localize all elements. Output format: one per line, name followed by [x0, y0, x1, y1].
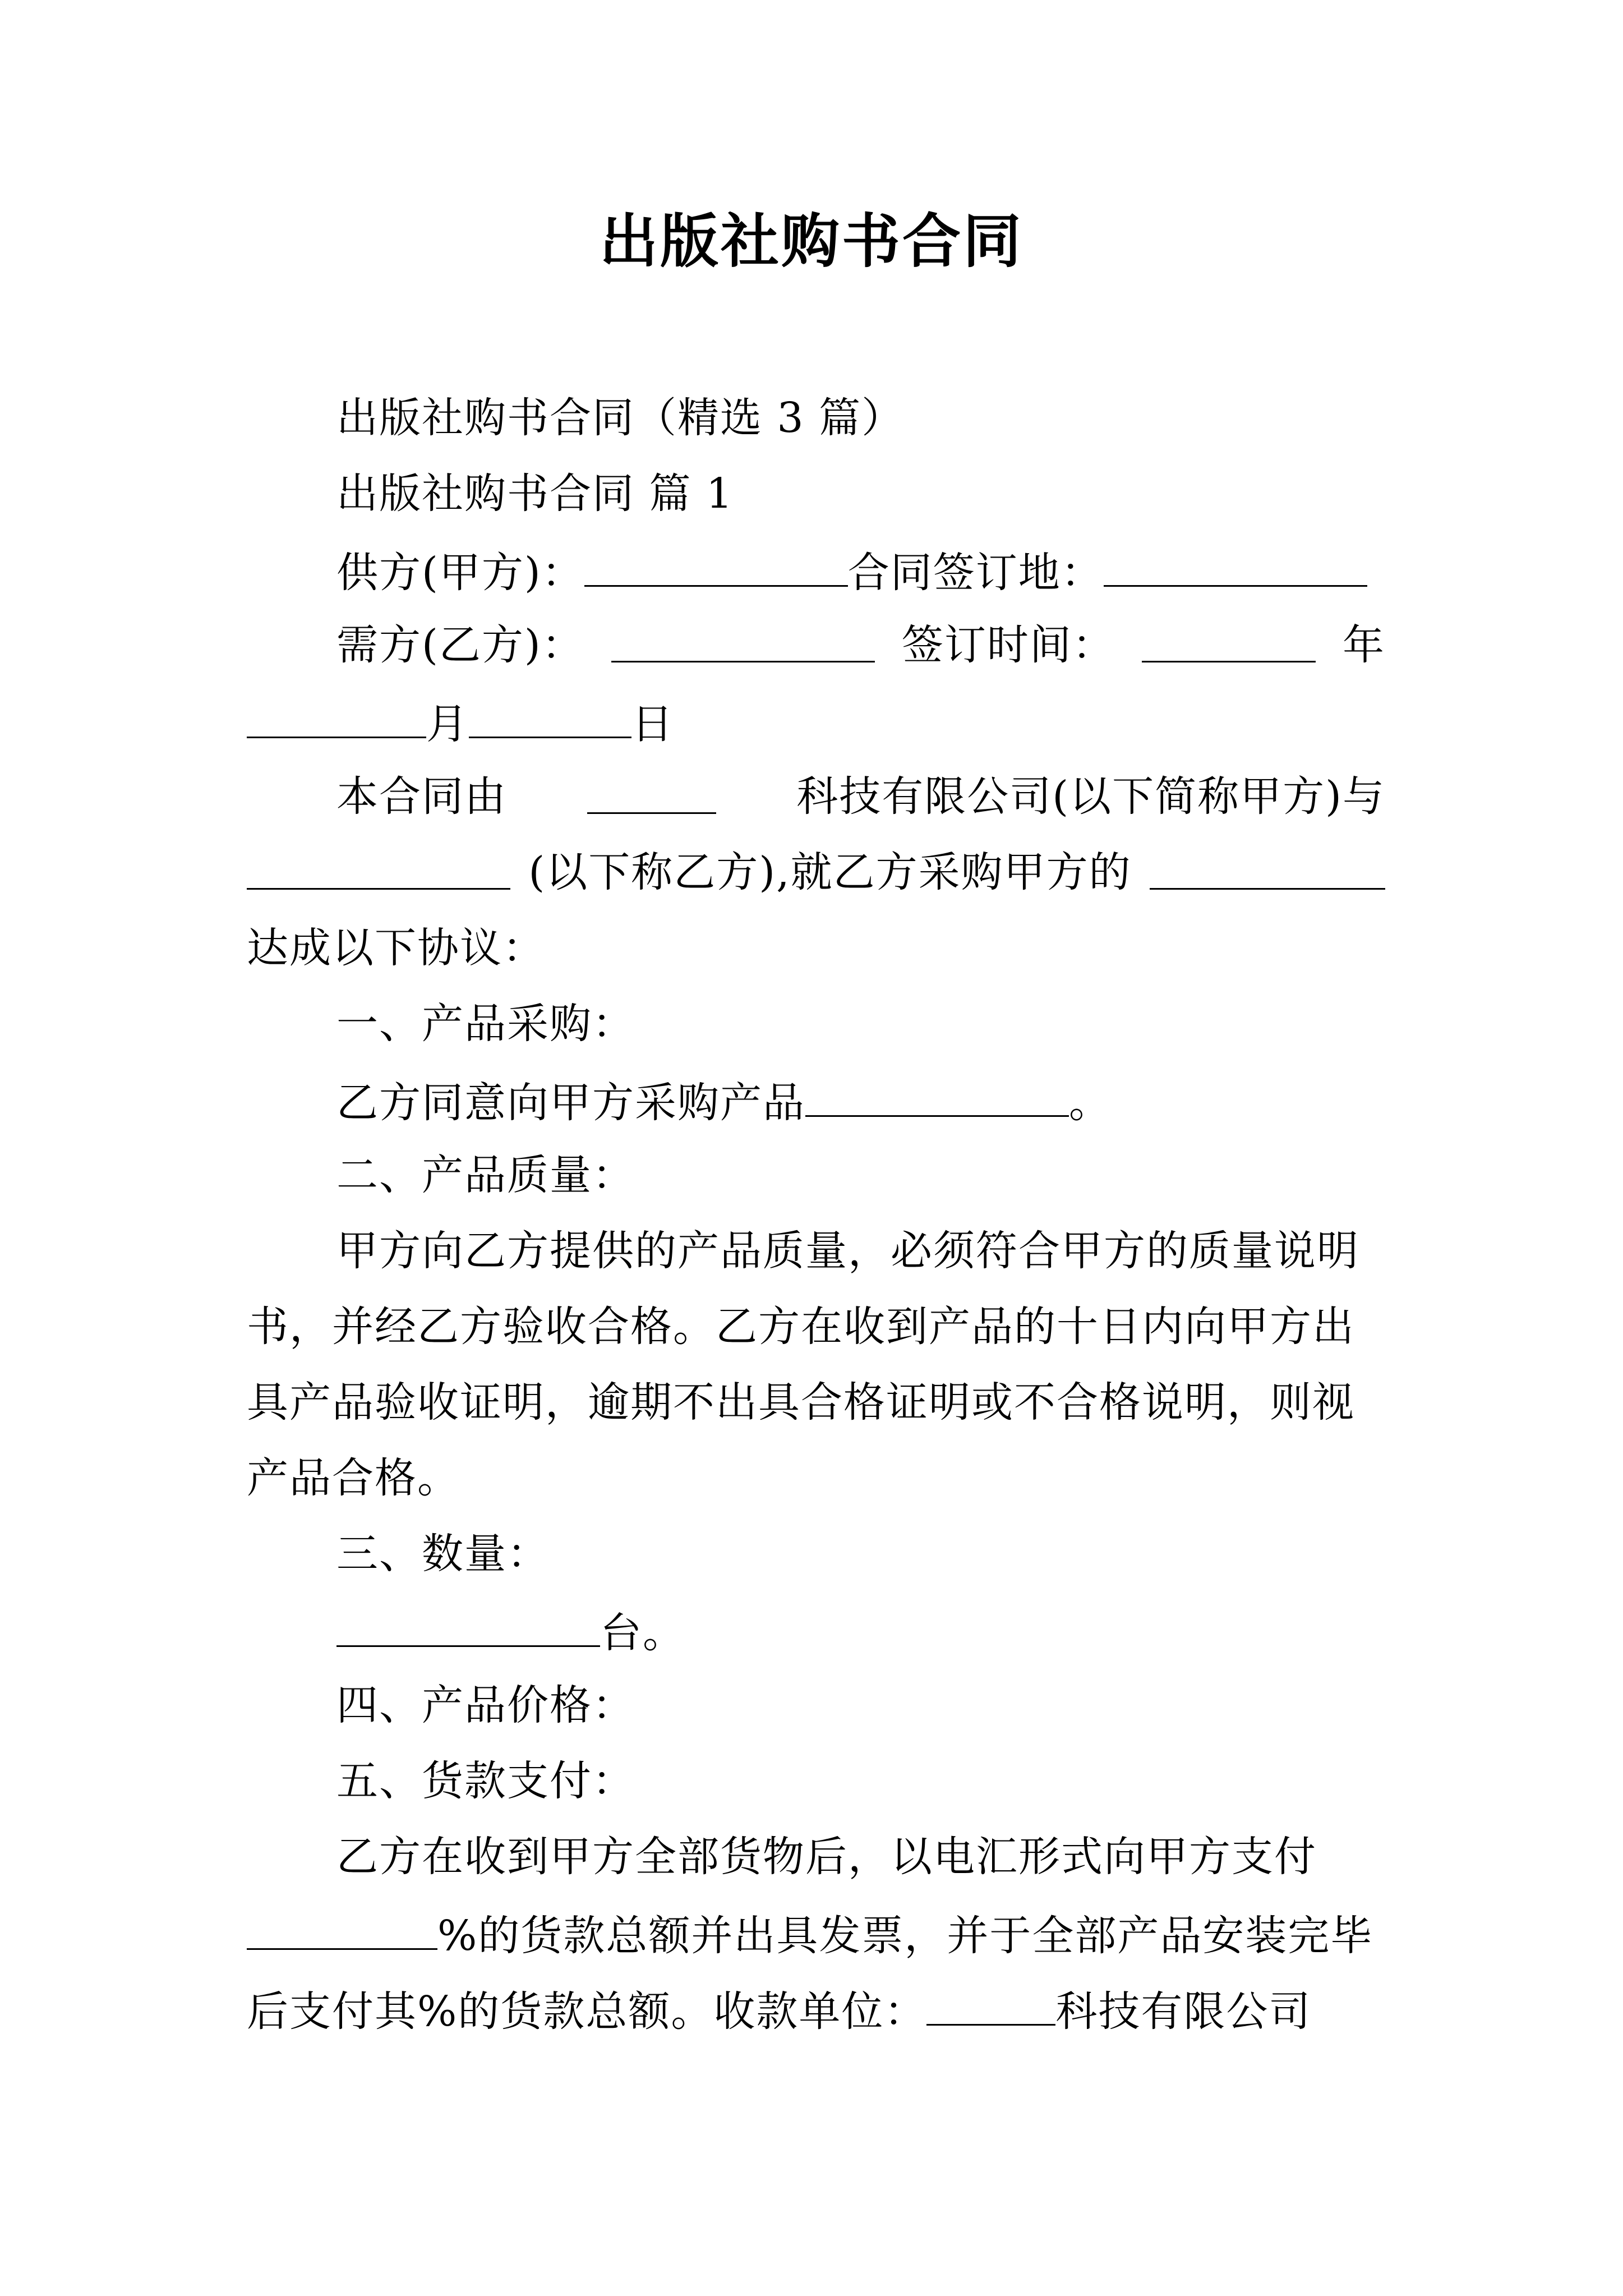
sign-place-label: 合同签订地：	[847, 549, 1104, 597]
section-5-line-3	[247, 1980, 1385, 2040]
sign-time-label: 签订时间：	[901, 621, 1115, 669]
intro-1b: 科技有限公司(以下简称甲方)与	[796, 772, 1385, 821]
intro-line-2	[247, 844, 1385, 900]
s5-line3a: 后支付其%的货款总额。收款单位：	[247, 1987, 927, 2036]
s5-line2: %的货款总额并出具发票，并于全部产品安装完毕	[437, 1912, 1373, 1960]
quantity-blank	[336, 1602, 600, 1647]
section-heading: 出版社购书合同 篇 1	[336, 470, 734, 518]
s1-product-blank	[805, 1071, 1069, 1117]
section-2-line-3: 具产品验收证明，逾期不出具合格证明或不合格说明，则视	[247, 1378, 1355, 1427]
intro-line-3: 达成以下协议：	[247, 924, 545, 972]
section-2-line-2: 书，并经乙方验收合格。乙方在收到产品的十日内向甲方出	[247, 1303, 1355, 1351]
section-1-heading: 一、产品采购：	[336, 1000, 635, 1048]
buyer-blank	[611, 617, 875, 662]
supplier-label: 供方(甲方)：	[336, 549, 584, 597]
year-text: 年	[1343, 621, 1385, 669]
company-blank	[587, 769, 716, 814]
section-2-line-4: 产品合格。	[247, 1454, 460, 1502]
month-text: 月	[426, 700, 469, 748]
buyer-label: 需方(乙方)：	[336, 621, 584, 669]
section-2-line-1: 甲方向乙方提供的产品质量，必须符合甲方的质量说明	[336, 1227, 1359, 1275]
intro-line-1	[336, 769, 1385, 825]
page-title: 出版社购书合同	[599, 206, 1023, 275]
buyer-row	[336, 617, 1385, 673]
product-blank	[1150, 844, 1385, 890]
day-blank	[469, 693, 631, 738]
supplier-row	[336, 541, 1385, 601]
section-5-line-2	[247, 1904, 1385, 1964]
section-5-line-1: 乙方在收到甲方全部货物后，以电汇形式向甲方支付	[336, 1833, 1317, 1881]
percent-blank	[247, 1904, 437, 1950]
supplier-blank	[584, 541, 848, 587]
year-blank	[1142, 617, 1316, 662]
s5-line3b: 科技有限公司	[1055, 1987, 1312, 2036]
intro-2a: (以下称乙方),就乙方采购甲方的	[528, 848, 1132, 896]
date-row	[247, 693, 1385, 752]
section-4-heading: 四、产品价格：	[336, 1681, 635, 1729]
sign-place-blank	[1104, 541, 1367, 587]
s1-end: 。	[1069, 1079, 1112, 1127]
s1-text: 乙方同意向甲方采购产品	[336, 1079, 805, 1127]
section-3-quantity	[336, 1602, 1385, 1661]
day-text: 日	[631, 700, 674, 748]
section-3-heading: 三、数量：	[336, 1530, 550, 1578]
subtitle: 出版社购书合同（精选 3 篇）	[336, 394, 905, 442]
section-2-heading: 二、产品质量：	[336, 1151, 635, 1199]
s3-unit: 台。	[600, 1609, 685, 1657]
month-blank	[247, 693, 426, 738]
buyer-name-blank	[247, 844, 510, 890]
payee-blank	[926, 1980, 1055, 2026]
section-1-text	[336, 1071, 1385, 1131]
intro-1a: 本合同由	[336, 772, 507, 821]
section-5-heading: 五、货款支付：	[336, 1757, 635, 1805]
